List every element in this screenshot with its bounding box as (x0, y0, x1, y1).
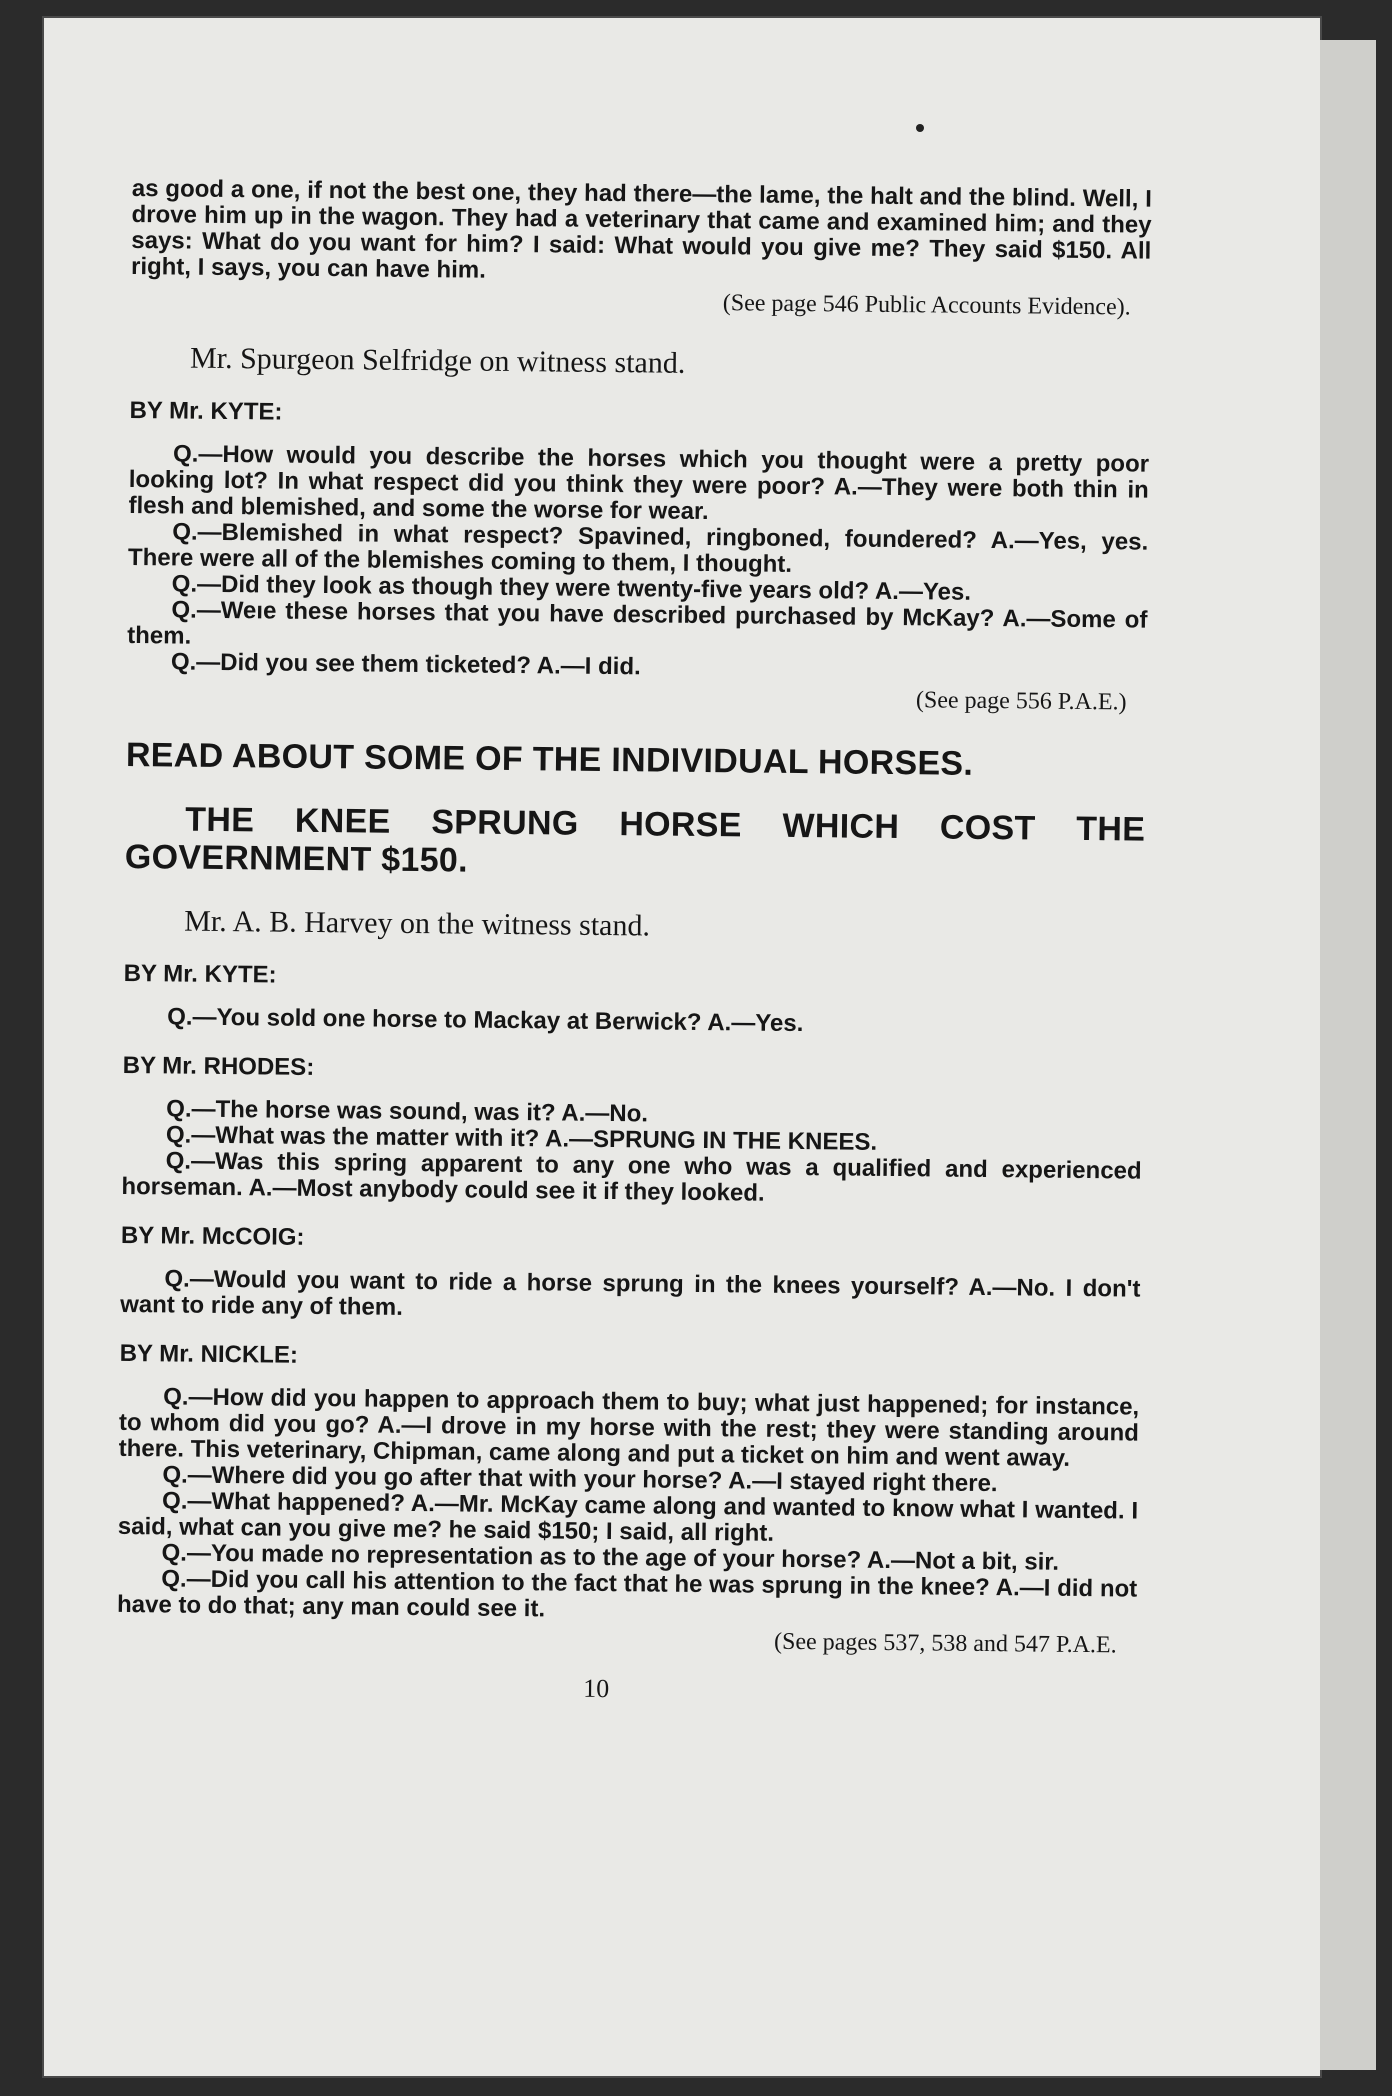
witness-line: Mr. Spurgeon Selfridge on witness stand. (189, 341, 686, 380)
facing-page-edge (1320, 40, 1376, 2070)
examiner-heading: BY Mr. KYTE: (123, 959, 277, 989)
intro-paragraph: as good a one, if not the best one, they had there—the lame, the halt and the blind. Well, I drove him up in the wagon. They had a veterinary that came and examined him; and they says: What do you want for him? I said: What would you give me? They said $150. All right, I says, you can have him. (130, 175, 1152, 284)
qa-paragraph: Q.—Did you see them ticketed? A.—I did. (170, 648, 641, 681)
reference-note: (See pages 537, 538 and 547 P.A.E. (773, 1628, 1117, 1659)
qa-paragraph: Q.—Weıe these horses that you have described purchased by McKay? A.—Some of them. (127, 596, 1148, 650)
page-number: 10 (583, 1673, 610, 1704)
qa-paragraph: Q.—Blemished in what respect? Spavined, ringboned, foundered? A.—Yes, yes. There were all of the blemishes coming to them, I thought. (127, 518, 1149, 578)
qa-paragraph: Q.—Where did you go after that with your horse? A.—I stayed right there. (162, 1461, 998, 1498)
qa-paragraph: Q.—Did they look as though they were twenty-five years old? A.—Yes. (171, 570, 972, 606)
examiner-heading: BY Mr. McCOIG: (120, 1221, 305, 1251)
qa-paragraph: Q.—What was the matter with it? A.—SPRUNG IN THE KNEES. (165, 1121, 878, 1156)
qa-paragraph: Q.—The horse was sound, was it? A.—No. (166, 1095, 649, 1128)
qa-paragraph: Q.—You made no representation as to the age of your horse? A.—Not a bit, sir. (161, 1539, 1060, 1576)
qa-paragraph: Q.—You sold one horse to Mackay at Berwick? A.—Yes. (167, 1003, 804, 1038)
qa-paragraph: Q.—How would you describe the horses which you thought were a pretty poor looking lot? In what respect did you think they were poor? A.—They were both thin in flesh and blemished, and some the worse for wear. (128, 440, 1150, 526)
reference-note: (See page 546 Public Accounts Evidence). (722, 290, 1131, 321)
section-heading: READ ABOUT SOME OF THE INDIVIDUAL HORSES. (125, 735, 974, 783)
examiner-heading: BY Mr. NICKLE: (119, 1339, 299, 1369)
page-content (116, 175, 1152, 1704)
witness-line: Mr. A. B. Harvey on the witness stand. (184, 904, 651, 943)
reference-note: (See page 556 P.A.E.) (915, 687, 1127, 716)
section-heading: THE KNEE SPRUNG HORSE WHICH COST THE GOVERNMENT $150. (124, 800, 1146, 880)
qa-paragraph: Q.—How did you happen to approach them to buy; what just happened; for instance, to whom did you go? A.—I drove in my horse with the rest; they were standing around there. This veterinary, Chipman, came along and put a ticket on him and went away. (118, 1383, 1140, 1472)
examiner-heading: BY Mr. KYTE: (129, 396, 283, 426)
qa-paragraph: Q.—Was this spring apparent to any one who was a qualified and experienced horseman. A.—Most anybody could see it if they looked. (121, 1147, 1142, 1207)
examiner-heading: BY Mr. RHODES: (122, 1051, 315, 1081)
qa-paragraph: Q.—Would you want to ride a horse sprung in the knees yourself? A.—No. I don't want to ride any of them. (120, 1265, 1141, 1321)
qa-paragraph: Q.—What happened? A.—Mr. McKay came along and wanted to know what I wanted. I said, what can you give me? he said $150; I said, all right. (117, 1487, 1139, 1547)
qa-paragraph: Q.—Did you call his attention to the fact that he was sprung in the knee? A.—I did not have to do that; any man could see it. (116, 1565, 1138, 1623)
ink-spot (916, 124, 924, 132)
